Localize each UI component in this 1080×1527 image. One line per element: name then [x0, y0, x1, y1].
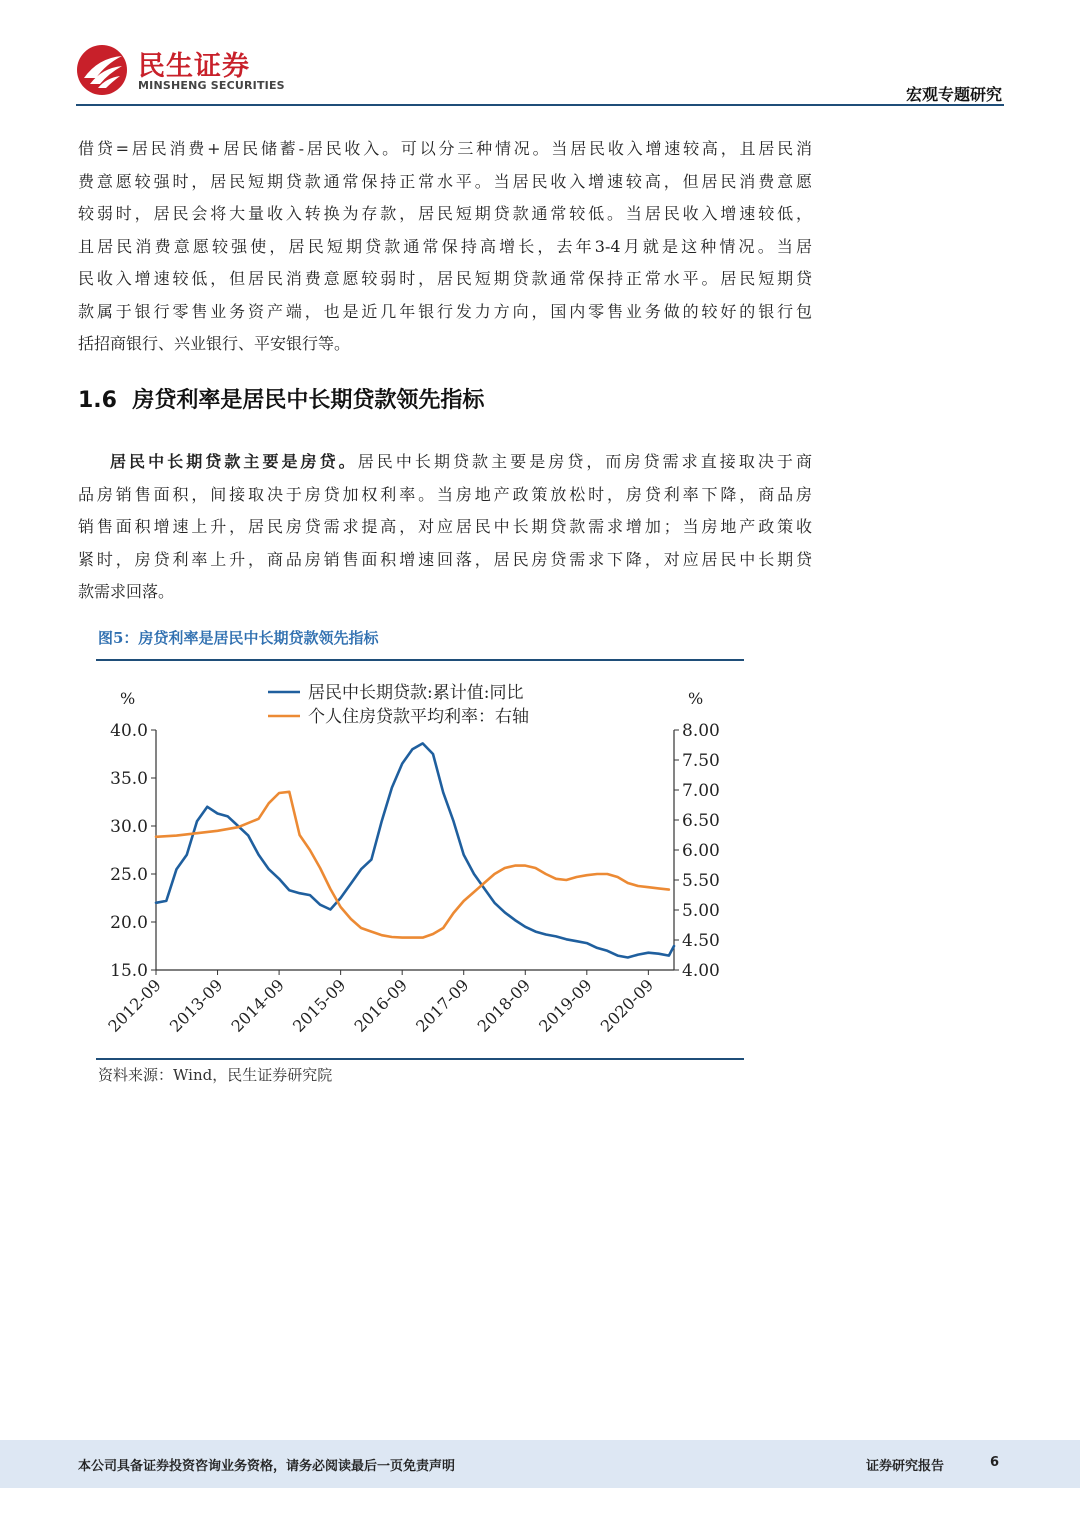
header-divider: [76, 104, 1004, 106]
chart-legend: [268, 683, 529, 727]
chart-axes: [104, 689, 719, 1036]
x-tick-label: 2015-09: [289, 975, 350, 1036]
text-line: 民收入增速较低，但居民消费意愿较弱时，居民短期贷款通常保持正常水平。居民短期贷: [78, 269, 812, 288]
figure-title: 图5：房贷利率是居民中长期贷款领先指标: [98, 629, 379, 647]
report-type: 宏观专题研究: [905, 85, 1002, 104]
figure-top-rule: [96, 659, 744, 661]
right-tick-label: 6.50: [682, 811, 720, 831]
text-line: 较弱时，居民会将大量收入转换为存款，居民短期贷款通常较低。当居民收入增速较低，: [78, 204, 812, 223]
lead-sentence: 居民中长期贷款主要是房贷。: [110, 452, 358, 471]
section-number: 1.6: [78, 388, 117, 413]
left-tick-label: 20.0: [110, 913, 148, 933]
left-tick-label: 30.0: [110, 817, 148, 837]
chart-series: [156, 743, 674, 957]
text-line: 借贷=居民消费+居民储蓄-居民收入。可以分三种情况。当居民收入增速较高，且居民消: [78, 139, 812, 158]
page-number: 6: [990, 1455, 1000, 1470]
x-tick-label: 2020-09: [596, 975, 658, 1036]
left-unit-label: %: [120, 689, 136, 708]
x-tick-label: 2018-09: [473, 975, 535, 1036]
text-line: 销售面积增速上升，居民房贷需求提高，对应居民中长期贷款需求增加；当房地产政策收: [78, 517, 812, 536]
x-tick-label: 2012-09: [104, 975, 165, 1036]
right-unit-label: %: [688, 689, 704, 708]
text-line: 括招商银行、兴业银行、平安银行等。: [78, 334, 351, 353]
minsheng-logo-icon: [76, 44, 128, 96]
text-line: 且居民消费意愿较强使，居民短期贷款通常保持高增长，去年3-4月就是这种情况。当居: [78, 236, 812, 256]
text-line: 款属于银行零售业务资产端，也是近几年银行发力方向，国内零售业务做的较好的银行包: [78, 301, 812, 321]
text-line: 款需求回落。: [78, 582, 175, 601]
right-tick-label: 7.50: [682, 751, 720, 771]
section-title: 房贷利率是居民中长期贷款领先指标: [132, 388, 485, 413]
right-tick-label: 7.00: [682, 781, 720, 801]
text-line: 费意愿较强时，居民短期贷款通常保持正常水平。当居民收入增速较高，但居民消费意愿: [78, 171, 812, 191]
right-tick-label: 4.00: [682, 961, 720, 981]
right-tick-label: 5.00: [682, 901, 720, 921]
paragraph-1: [78, 133, 812, 361]
right-tick-label: 8.00: [682, 721, 720, 741]
brand-name-en: MINSHENG SECURITIES: [138, 79, 285, 92]
right-tick-label: 6.00: [682, 841, 720, 861]
x-tick-label: 2017-09: [412, 975, 473, 1036]
text-line: [78, 446, 812, 479]
line-chart: [86, 672, 746, 1052]
figure-source: 资料来源：Wind，民生证券研究院: [98, 1066, 333, 1084]
x-tick-label: 2013-09: [165, 975, 227, 1036]
left-tick-label: 35.0: [110, 769, 148, 789]
brand-name-cn: 民生证券: [138, 51, 250, 82]
right-tick-label: 5.50: [682, 871, 720, 891]
legend-label: 个人住房贷款平均利率：右轴: [308, 707, 529, 727]
left-tick-label: 25.0: [110, 865, 148, 885]
legend-label: 居民中长期贷款:累计值:同比: [308, 683, 524, 703]
footer-disclaimer: 本公司具备证券投资咨询业务资格，请务必阅读最后一页免责声明: [78, 1459, 456, 1474]
series-line-mid-long-term-loans: [156, 743, 674, 957]
x-tick-label: 2014-09: [227, 975, 288, 1036]
paragraph-2: [78, 446, 812, 609]
left-tick-label: 15.0: [110, 961, 148, 981]
section-heading: [78, 383, 484, 414]
x-tick-label: 2016-09: [350, 975, 412, 1036]
text-line: 紧时，房贷利率上升，商品房销售面积增速回落，居民房贷需求下降，对应居民中长期贷: [78, 549, 812, 569]
x-tick-label: 2019-09: [535, 975, 596, 1036]
footer-report-label: 证券研究报告: [866, 1459, 945, 1474]
left-tick-label: 40.0: [110, 721, 148, 741]
right-tick-label: 4.50: [682, 931, 720, 951]
text-line: 品房销售面积，间接取决于房贷加权利率。当房地产政策放松时，房贷利率下降，商品房: [78, 484, 812, 504]
series-line-mortgage-rate: [156, 792, 669, 938]
figure-bottom-rule: [96, 1058, 744, 1060]
text-run: 居民中长期贷款主要是房贷，而房贷需求直接取决于商: [357, 452, 812, 471]
